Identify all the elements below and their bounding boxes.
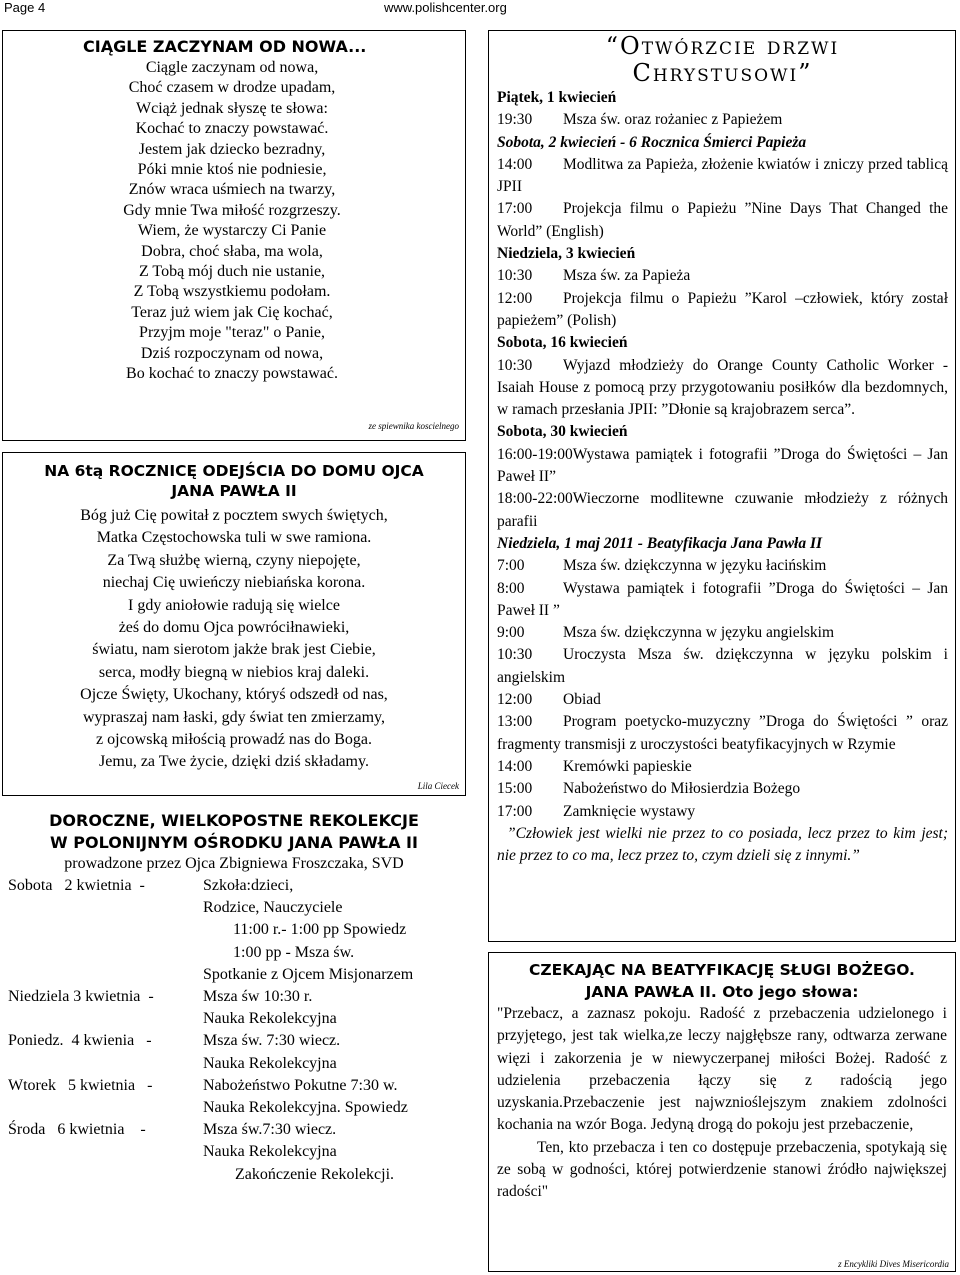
beatification-box	[488, 952, 956, 1272]
poem-line: wypraszaj nam łaski, gdy świat ten zmierzamy,	[83, 708, 385, 726]
schedule-time: 9:00	[497, 624, 525, 642]
schedule-time: 12:00	[497, 691, 533, 709]
schedule-text: Wieczorne modlitewne czuwanie młodzieży z różnych parafii	[497, 490, 948, 530]
beatification-paragraph2: Ten, kto przebacza i ten co dostępuje przebaczenia, spotykają się ze sobą w godności, której potwierdzenie stanowi źródło największej radości"	[497, 1138, 947, 1201]
poem1-lines	[7, 58, 457, 385]
schedule-time: 14:00	[497, 155, 533, 173]
schedule-time: 16:00-19:00	[497, 445, 573, 463]
schedule-row	[497, 488, 948, 533]
retreat-text: Msza św. 7:30 wiecz.	[203, 1032, 341, 1050]
schedule-row	[497, 689, 948, 711]
poem-line: Wiem, że wystarczy Ci Panie	[137, 222, 327, 240]
retreat-text: 1:00 pp - Msza św.	[233, 943, 355, 961]
schedule-day-heading: Niedziela, 3 kwiecień	[497, 245, 636, 263]
schedule-row	[497, 288, 948, 333]
schedule-text: Nabożeństwo do Miłosierdzia Bożego	[563, 780, 801, 798]
schedule-time: 15:00	[497, 780, 533, 798]
retreat-row	[8, 1008, 466, 1030]
schedule-day-heading: Sobota, 16 kwiecień	[497, 334, 628, 352]
schedule-time: 7:00	[497, 557, 525, 575]
retreat-day: Wtorek 5 kwietnia -	[8, 1076, 153, 1094]
poem-line: Za Twą służbę wierną, czyny niepojęte,	[107, 551, 361, 569]
poem2-box	[2, 452, 466, 796]
poem2-subtitle: JANA PAWŁA II	[171, 482, 297, 500]
schedule-row	[497, 444, 948, 489]
retreat-day	[8, 1053, 203, 1075]
schedule-time: 18:00-22:00	[497, 490, 573, 508]
retreat-subtitle: W POLONIJNYM OŚRODKU JANA PAWŁA II	[50, 833, 418, 852]
schedule-row	[497, 622, 948, 644]
schedule-text: Zamknięcie wystawy	[563, 802, 696, 820]
schedule-text: Wyjazd młodzieży do Orange County Catholic Worker - Isaiah House z pomocą przy przygotowaniu posiłków dla bezdomnych, w ramach przesłania JPII: ”Dłonie są krajobrazem serca”.	[497, 356, 948, 419]
poem-line: Z Tobą mój duch nie ustanie,	[138, 263, 326, 281]
schedule-day-heading: Sobota, 30 kwiecień	[497, 423, 628, 441]
beatification-subtitle: JANA PAWŁA II. Oto jego słowa:	[585, 983, 859, 1001]
poem-line: światu, nam sierotom jakże brak jest Ciebie,	[92, 641, 376, 659]
schedule-row	[497, 555, 948, 577]
beatification-paragraph1: "Przebacz, a zaznasz pokoju. Radość z przebaczenia udzielonego i przyjętego, jest tak wielka,ze leczy najgłębsze rany, odtwarza zerwane więzi i zakorzenia je w niewyczerpanej miłości Bożej. Radość z udzielenia przebaczenia łączy się z radością jego uzyskania.Przebaczenie jest najwznioślejszym znakiem zdolności kochania na wzór Boga. Jedyną drogą do pokoju jest przebaczenie,	[497, 1005, 947, 1134]
schedule-row	[497, 801, 948, 823]
schedule-day-heading: Niedziela, 1 maj 2011 - Beatyfikacja Jana Pawła II	[497, 534, 823, 552]
poem1-title: CIĄGLE ZACZYNAM OD NOWA...	[83, 37, 367, 56]
poem2-title: NA 6tą ROCZNICĘ ODEJŚCIA DO DOMU OJCA	[44, 462, 424, 480]
page-number: Page 4	[4, 0, 46, 15]
doors-box	[488, 30, 956, 942]
poem-line: Ojcze Święty, Ukochany, któryś odszedł od nas,	[80, 686, 388, 704]
retreat-row	[8, 897, 466, 919]
schedule-row	[497, 778, 948, 800]
retreat-day	[8, 1097, 203, 1119]
retreat-day: Poniedz. 4 kwienia -	[8, 1032, 152, 1050]
poem-line: Ciągle zaczynam od nowa,	[145, 59, 319, 76]
schedule-time: 14:00	[497, 757, 533, 775]
poem1-credit: ze spiewnika koscielnego	[368, 421, 459, 431]
schedule-text: Projekcja filmu o Papieżu ”Karol –człowiek, który został papieżem” (Polish)	[497, 289, 948, 329]
retreat-text: Nauka Rekolekcyjna	[203, 1010, 337, 1028]
retreat-text: Nauka Rekolekcyjna	[203, 1054, 337, 1072]
poem-line: Jemu, za Twe życie, dzięki dziś składamy.	[99, 753, 369, 771]
retreat-row	[8, 986, 466, 1008]
schedule-time: 13:00	[497, 713, 533, 731]
poem-line: Jestem jak dziecko bezradny,	[138, 140, 326, 158]
retreat-text: Spotkanie z Ojcem Misjonarzem	[203, 965, 414, 983]
retreat-text: Nauka Rekolekcyjna. Spowiedz	[203, 1099, 408, 1117]
doors-title-line1: “Otwórzcie drzwi	[605, 32, 840, 60]
retreat-text: 11:00 r.- 1:00 pp Spowiedz	[233, 921, 407, 939]
schedule-day-heading: Piątek, 1 kwiecień	[497, 89, 617, 106]
poem-line: Dziś rozpoczynam od nowa,	[140, 344, 324, 362]
poem-line: z ojcowską miłością prowadź nas do Boga.	[96, 731, 372, 749]
schedule-row	[497, 644, 948, 689]
retreat-day	[8, 919, 203, 941]
doors-title-line2: Chrystusowi”	[632, 59, 813, 87]
retreat-section	[2, 810, 466, 1210]
schedule-time: 10:30	[497, 267, 533, 285]
retreat-text: Nauka Rekolekcyjna	[203, 1143, 337, 1161]
retreat-row	[8, 942, 466, 964]
retreat-row	[8, 1097, 466, 1119]
schedule-row	[497, 154, 948, 199]
schedule-text: Uroczysta Msza św. dziękczynna w języku polskim i angielskim	[497, 646, 948, 686]
schedule-text: Obiad	[563, 691, 601, 709]
schedule-row	[497, 756, 948, 778]
retreat-leader: prowadzone przez Ojca Zbigniewa Froszczaka, SVD	[64, 855, 404, 872]
retreat-row	[8, 1030, 466, 1052]
retreat-row	[8, 919, 466, 941]
retreat-text: Szkoła:dzieci,	[203, 877, 294, 894]
retreat-text: Zakończenie Rekolekcji.	[235, 1165, 395, 1183]
schedule-text: Msza św. dziękczynna w języku łacińskim	[563, 557, 827, 575]
doors-title	[497, 33, 948, 87]
poem2-credit: Lila Ciecek	[417, 781, 459, 791]
schedule-row	[497, 578, 948, 623]
schedule-row	[497, 265, 948, 287]
retreat-title: DOROCZNE, WIELKOPOSTNE REKOLEKCJE	[49, 811, 419, 830]
schedule-text: Projekcja filmu o Papieżu ”Nine Days That Changed the World” (English)	[497, 200, 948, 240]
schedule-row	[497, 198, 948, 243]
poem-line: Z Tobą wszystkiemu podołam.	[133, 283, 331, 301]
page-header	[0, 0, 960, 16]
schedule-time: 10:30	[497, 356, 533, 374]
retreat-text: Msza św.7:30 wiecz.	[203, 1121, 337, 1139]
schedule-time: 8:00	[497, 579, 525, 597]
schedule-text: Wystawa pamiątek i fotografii ”Droga do Świętości – Jan Paweł II”	[497, 445, 948, 486]
schedule-text: Wystawa pamiątek i fotografii ”Droga do Świętości – Jan Paweł II ”	[497, 579, 948, 619]
schedule-time: 17:00	[497, 802, 533, 820]
retreat-day: Niedziela 3 kwietnia -	[8, 988, 154, 1006]
retreat-row	[8, 1141, 466, 1163]
doors-quote: ”Człowiek jest wielki nie przez to co posiada, lecz przez to kim jest; nie przez to co ma, lecz przez to, czym dzieli się z innymi.”	[497, 824, 948, 865]
retreat-day	[8, 942, 203, 964]
schedule-row	[497, 109, 948, 131]
schedule-text: Msza św. oraz rożaniec z Papieżem	[563, 111, 783, 129]
retreat-text: Msza św 10:30 r.	[203, 988, 313, 1006]
poem-line: Bóg już Cię powitał z pocztem swych świętych,	[80, 507, 388, 524]
poem-line: Kochać to znaczy powstawać.	[135, 120, 329, 138]
doors-schedule	[497, 87, 948, 823]
poem-line: serca, modły biegną w niebios kraj daleki.	[98, 663, 370, 681]
retreat-text: Nabożeństwo Pokutne 7:30 w.	[203, 1076, 398, 1094]
poem-line: Matka Częstochowska tuli w swe ramiona.	[96, 529, 372, 547]
site-url[interactable]: www.polishcenter.org	[384, 0, 507, 15]
poem-line: Gdy mnie Twa miłość rozgrzeszy.	[123, 201, 341, 219]
retreat-schedule	[2, 875, 466, 1186]
retreat-text: Rodzice, Nauczyciele	[203, 899, 343, 917]
poem-line: niechaj Cię uwieńczy niebiańska korona.	[102, 574, 366, 592]
poem1-box	[2, 30, 466, 441]
poem-line: I gdy aniołowie radują się wielce	[128, 596, 340, 614]
poem-line: Teraz już wiem jak Cię kochać,	[131, 303, 333, 321]
retreat-row	[8, 964, 466, 986]
retreat-row	[8, 1164, 466, 1186]
schedule-text: Modlitwa za Papieża, złożenie kwiatów i zniczy przed tablicą JPII	[497, 155, 948, 196]
schedule-time: 12:00	[497, 289, 533, 307]
retreat-row	[8, 875, 466, 897]
poem-line: Bo kochać to znaczy powstawać.	[126, 365, 338, 383]
poem-line: Choć czasem w drodze upadam,	[128, 79, 336, 97]
poem-line: Przyjm moje "teraz" o Panie,	[139, 324, 325, 342]
poem-line: żeś do domu Ojca powróciłnawieki,	[118, 619, 350, 637]
retreat-day	[8, 1164, 203, 1186]
schedule-row	[497, 711, 948, 756]
schedule-text: Kremówki papieskie	[563, 757, 692, 775]
schedule-text: Msza św. za Papieża	[563, 267, 691, 285]
retreat-day: Środa 6 kwietnia -	[8, 1121, 146, 1139]
retreat-row	[8, 1053, 466, 1075]
retreat-day	[8, 964, 203, 986]
retreat-row	[8, 1119, 466, 1141]
schedule-day-heading: Sobota, 2 kwiecień - 6 Rocznica Śmierci Papieża	[497, 133, 807, 151]
poem-line: Znów wraca uśmiech na twarzy,	[128, 181, 336, 199]
retreat-day	[8, 897, 203, 919]
poem-line: Dobra, choć słaba, ma wola,	[141, 242, 323, 260]
schedule-row	[497, 355, 948, 422]
schedule-text: Msza św. dziękczynna w języku angielskim	[563, 624, 835, 642]
retreat-day: Sobota 2 kwietnia -	[8, 877, 145, 894]
retreat-day	[8, 1141, 203, 1163]
schedule-text: Program poetycko-muzyczny ”Droga do Świętości ” oraz fragmenty transmisji z uroczystości beatyfikacyjnych w Rzymie	[497, 713, 948, 753]
beatification-title: CZEKAJĄC NA BEATYFIKACJĘ SŁUGI BOŻEGO.	[529, 961, 915, 979]
poem-line: Póki mnie ktoś nie podniesie,	[137, 161, 327, 179]
retreat-day	[8, 1008, 203, 1030]
schedule-time: 17:00	[497, 200, 533, 218]
schedule-time: 10:30	[497, 646, 533, 664]
poem2-lines	[7, 505, 461, 774]
retreat-row	[8, 1075, 466, 1097]
beatification-credit: z Encykliki Dives Misericordia	[838, 1259, 949, 1269]
poem-line: Wciąż jednak słyszę te słowa:	[136, 99, 328, 117]
schedule-time: 19:30	[497, 111, 533, 129]
